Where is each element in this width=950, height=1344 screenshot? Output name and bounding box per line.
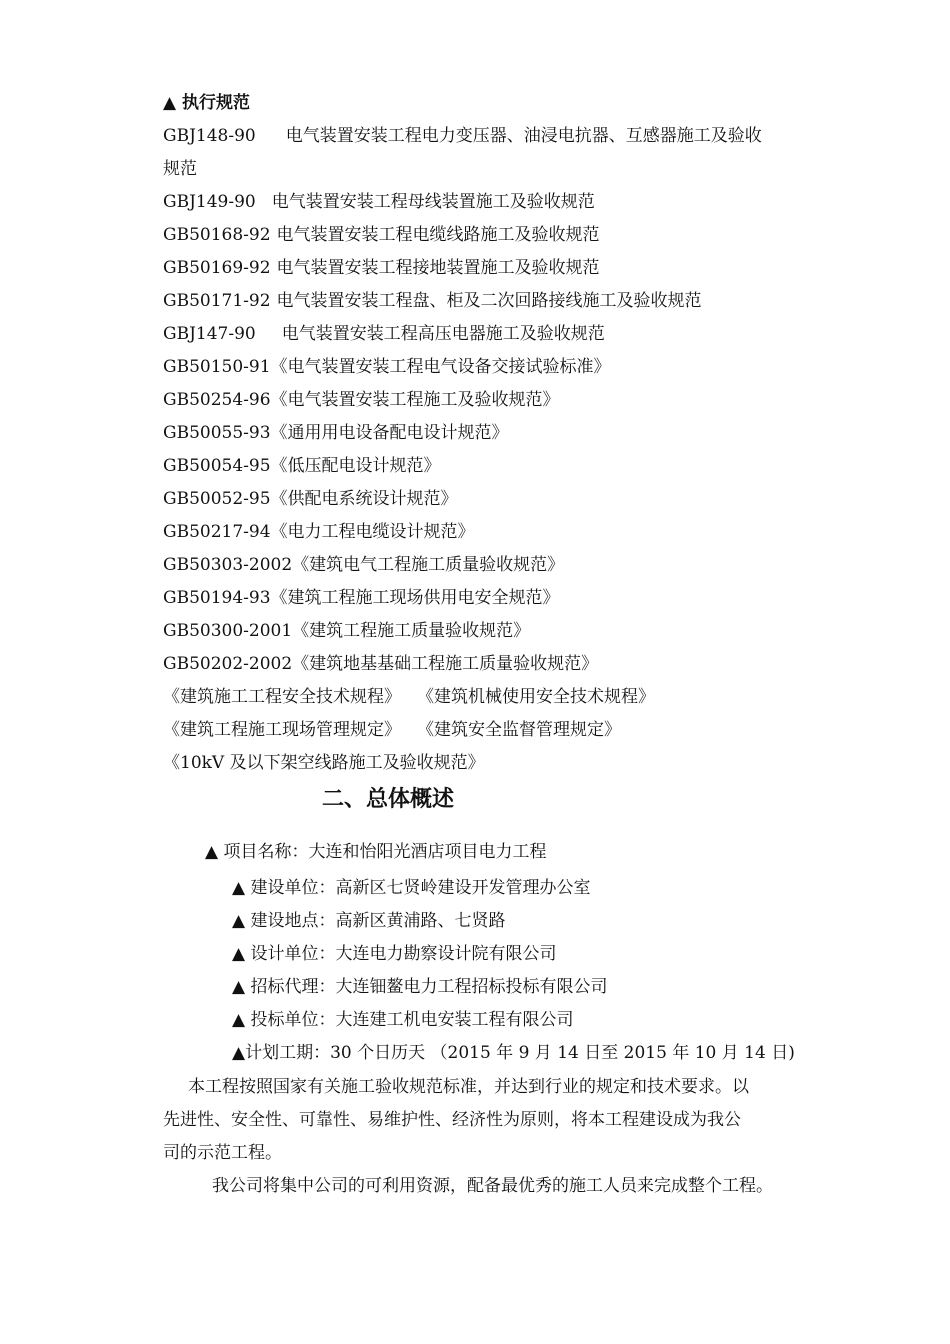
paragraph-line: 本工程按照国家有关施工验收规范标准，并达到行业的规定和技术要求。以 <box>188 1077 749 1097</box>
standard-title: 《建筑施工工程安全技术规程》 <box>163 687 401 707</box>
standard-title: 电气装置安装工程母线装置施工及验收规范 <box>271 192 595 212</box>
standard-item <box>163 455 441 477</box>
standard-code: GB50168-92 <box>163 225 271 245</box>
standard-item <box>163 554 564 576</box>
standard-title: 《供配电系统设计规范》 <box>270 489 458 509</box>
standard-title: 电气装置安装工程高压电器施工及验收规范 <box>281 324 605 344</box>
field-label: ▲ 项目名称： <box>205 842 309 862</box>
standard-code: GB50254-96 <box>163 390 271 410</box>
standards-heading: ▲ 执行规范 <box>163 93 250 113</box>
standard-item <box>163 587 560 609</box>
standard-title: 电气装置安装工程盘、柜及二次回路接线施工及验收规范 <box>276 291 702 311</box>
standard-code: GB50303-2002 <box>163 555 293 575</box>
standard-code: GB50300-2001 <box>163 621 293 641</box>
standard-item <box>163 653 598 675</box>
paragraph-line: 司的示范工程。 <box>163 1143 282 1163</box>
standard-code: GBJ149-90 <box>163 192 256 212</box>
field-value: 大连钿鳌电力工程招标投标有限公司 <box>335 977 608 997</box>
standard-item <box>163 257 600 279</box>
standard-title: 《低压配电设计规范》 <box>270 456 441 476</box>
standard-item <box>163 422 509 444</box>
standard-title: 电气装置安装工程电力变压器、油浸电抗器、互感器施工及验收 <box>285 126 762 146</box>
standard-code: GB50217-94 <box>163 522 271 542</box>
standard-code: GB50150-91 <box>163 357 271 377</box>
standard-title: 《建筑电气工程施工质量验收规范》 <box>292 555 565 575</box>
standard-item <box>163 191 595 213</box>
standard-code: GB50054-95 <box>163 456 271 476</box>
standard-title: 《电力工程电缆设计规范》 <box>270 522 475 542</box>
field-row-location <box>232 910 505 932</box>
schedule-row: ▲计划工期：30 个日历天 （2015 年 9 月 14 日至 2015 年 10 月 14 日) <box>232 1043 795 1063</box>
standard-title: 《电气装置安装工程电气设备交接试验标准》 <box>270 357 611 377</box>
field-label: ▲ 建设地点： <box>232 911 336 931</box>
field-value: 大连电力勘察设计院有限公司 <box>335 944 557 964</box>
paragraph-line: 我公司将集中公司的可利用资源，配备最优秀的施工人员来完成整个工程。 <box>212 1176 773 1196</box>
standard-title: 《建筑机械使用安全技术规程》 <box>417 687 655 707</box>
standard-item <box>163 488 458 510</box>
standard-item <box>163 290 702 312</box>
standard-title: 电气装置安装工程接地装置施工及验收规范 <box>276 258 600 278</box>
field-value: 大连建工机电安装工程有限公司 <box>335 1010 574 1030</box>
field-value: 大连和怡阳光酒店项目电力工程 <box>308 842 547 862</box>
standard-item <box>163 125 762 147</box>
standard-title: 《建筑工程施工现场管理规定》 <box>163 720 401 740</box>
field-row-bidder <box>232 1009 573 1031</box>
standard-pair <box>163 686 655 708</box>
standard-title: 《建筑安全监督管理规定》 <box>417 720 621 740</box>
standard-title: 《通用用电设备配电设计规范》 <box>270 423 509 443</box>
field-value: 高新区七贤岭建设开发管理办公室 <box>335 878 591 898</box>
standard-item: 《10kV 及以下架空线路施工及验收规范》 <box>163 753 485 773</box>
field-label: ▲ 招标代理： <box>232 977 336 997</box>
project-name-row <box>205 841 546 863</box>
standard-title: 《建筑地基基础工程施工质量验收规范》 <box>292 654 599 674</box>
field-label: ▲ 设计单位： <box>232 944 336 964</box>
section-title: 二、总体概述 <box>322 787 455 812</box>
standard-item <box>163 620 530 642</box>
standard-code: GBJ148-90 <box>163 126 256 146</box>
standard-title: 《建筑工程施工现场供用电安全规范》 <box>270 588 560 608</box>
standard-title: 电气装置安装工程电缆线路施工及验收规范 <box>276 225 600 245</box>
paragraph-line: 先进性、安全性、可靠性、易维护性、经济性为原则，将本工程建设成为我公 <box>163 1110 741 1130</box>
standard-item <box>163 323 605 345</box>
standard-code: GB50194-93 <box>163 588 271 608</box>
field-row-designer <box>232 943 556 965</box>
standard-item <box>163 389 560 411</box>
field-row-owner <box>232 877 590 899</box>
field-row-agent <box>232 976 607 998</box>
standard-item-continued: 规范 <box>163 159 197 179</box>
field-label: ▲ 投标单位： <box>232 1010 336 1030</box>
standard-code: GB50169-92 <box>163 258 271 278</box>
standard-code: GB50171-92 <box>163 291 271 311</box>
standard-title: 《建筑工程施工质量验收规范》 <box>292 621 531 641</box>
standard-code: GB50052-95 <box>163 489 271 509</box>
standard-code: GB50202-2002 <box>163 654 293 674</box>
field-value: 高新区黄浦路、七贤路 <box>335 911 506 931</box>
standard-item <box>163 224 600 246</box>
standard-code: GB50055-93 <box>163 423 271 443</box>
field-label: ▲ 建设单位： <box>232 878 336 898</box>
standard-pair <box>163 719 621 741</box>
standard-item <box>163 521 475 543</box>
standard-item <box>163 356 611 378</box>
standard-title: 《电气装置安装工程施工及验收规范》 <box>270 390 560 410</box>
standard-code: GBJ147-90 <box>163 324 256 344</box>
